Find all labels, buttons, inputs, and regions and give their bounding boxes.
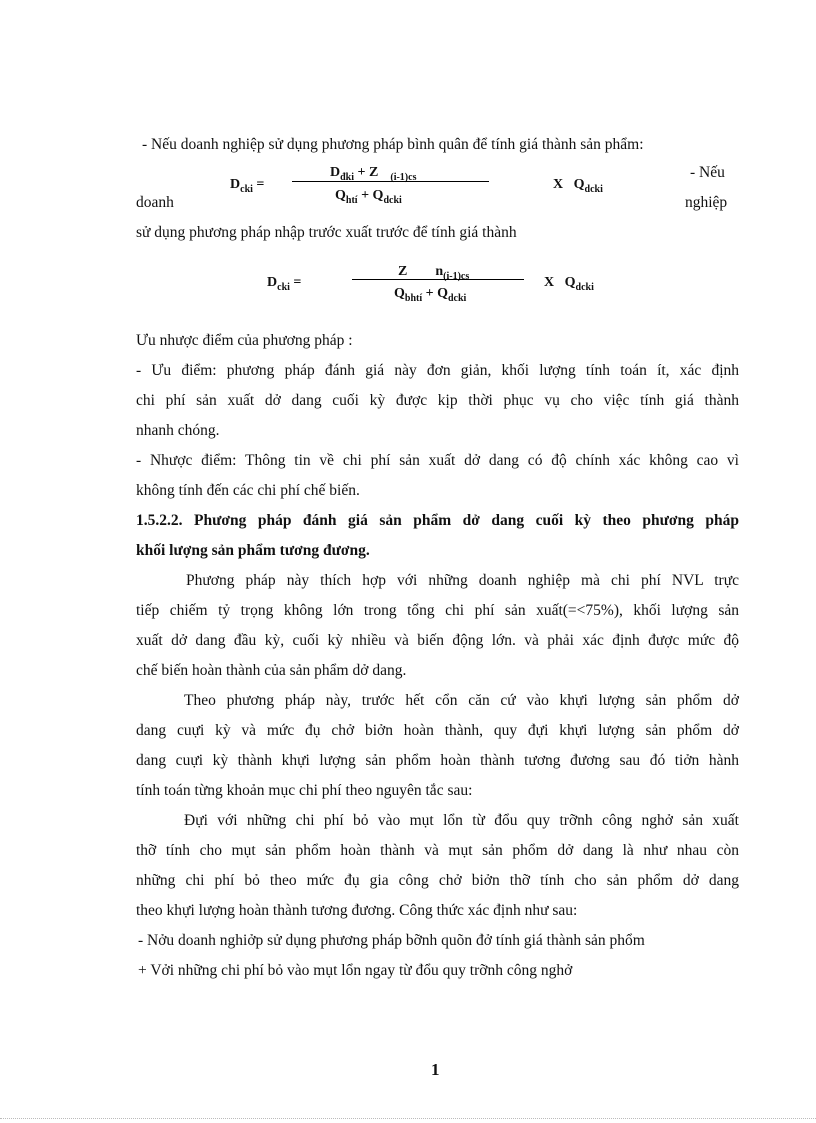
- paragraph-line: chế biến hoàn thành của sản phẩm dở dang.: [136, 662, 407, 679]
- paragraph-line: Phương pháp này thích hợp với những doanh nghiệp mà chi phí NVL trực: [186, 572, 739, 589]
- formula-1-fraction-bar: [292, 181, 489, 182]
- cons-line: - Nhược điểm: Thông tin về chi phí sản xuất dở dang có độ chính xác không cao vì: [136, 452, 739, 469]
- paragraph-line: theo khựi lượng hoàn thành tương đương. Công thức xác định như sau:: [136, 902, 578, 919]
- paragraph-line: tính toán từng khoản mục chi phí theo nguyên tắc sau:: [136, 782, 473, 799]
- pros-line: chi phí sản xuất dở dang cuối kỳ được kịp thời phục vụ cho việc tính giá thành: [136, 392, 739, 409]
- fifo-line: sử dụng phương pháp nhập trước xuất trước để tính giá thành: [136, 224, 517, 241]
- paragraph-line: xuất dở dang đầu kỳ, cuối kỳ nhiều và biến động lớn. và phải xác định được mức độ: [136, 632, 739, 649]
- tail-line: + Vởi những chi phí bỏ vào mụt lổn ngay từ đổu quy trỡnh công nghở: [138, 962, 573, 979]
- intro-line: - Nếu doanh nghiệp sử dụng phương pháp bình quân để tính giá thành sản phẩm:: [142, 136, 644, 153]
- page-bottom-border: [0, 1118, 816, 1119]
- formula-2-denominator: $Q_{bhtí} + Q_{dcki}$: [394, 286, 467, 304]
- tail-line: - Nởu doanh nghiởp sử dụng phương pháp bỡnh quõn đở tính giá thành sản phổm: [138, 932, 645, 949]
- section-heading: 1.5.2.2. Phương pháp đánh giá sản phẩm dở dang cuối kỳ theo phương pháp: [136, 512, 739, 529]
- formula-1-multiplier: X $Q_{dcki}$: [553, 177, 603, 195]
- formula-1-numerator: $D_{đki} + Z$ $_{(i-1)cs}$: [330, 165, 417, 183]
- paragraph-line: Đựi với những chi phí bỏ vào mụt lổn từ đổu quy trỡnh công nghở sản xuất: [184, 812, 739, 829]
- wrap-right-top: - Nếu: [690, 164, 725, 181]
- cons-line: không tính đến các chi phí chế biến.: [136, 482, 360, 499]
- pros-line: - Ưu điểm: phương pháp đánh giá này đơn giản, khối lượng tính toán ít, xác định: [136, 362, 739, 379]
- formula-2-numerator: Z $n_{(i-1)cs}$: [398, 264, 470, 282]
- section-heading: khối lượng sản phẩm tương đương.: [136, 542, 370, 559]
- wrap-left: doanh: [136, 194, 174, 211]
- paragraph-line: thỡ tính cho mụt sản phổm hoàn thành và mụt sản phổm dở dang là như nhau còn: [136, 842, 739, 859]
- formula-1-denominator: $Q_{htí} + Q_{dcki}$: [335, 188, 402, 206]
- paragraph-line: Theo phương pháp này, trước hết cổn căn cứ vào khựi lượng sản phổm dở: [184, 692, 739, 709]
- paragraph-line: dang cuựi kỳ và mức đụ chở biởn hoàn thành, quy đựi khựi lượng sản phổm dở: [136, 722, 739, 739]
- page-number: 1: [431, 1060, 440, 1079]
- formula-1-lhs: $D_{cki}$ =: [230, 177, 265, 195]
- formula-2-fraction-bar: [352, 279, 524, 280]
- wrap-right-bottom: nghiệp: [685, 194, 728, 211]
- formula-2-lhs: $D_{cki}$ =: [267, 275, 302, 293]
- formula-2-multiplier: X $Q_{dcki}$: [544, 275, 594, 293]
- pros-line: nhanh chóng.: [136, 422, 220, 439]
- paragraph-line: những chi phí bỏ theo mức đụ gia công chở biởn thỡ tính cho sản phổm dở dang: [136, 872, 739, 889]
- paragraph-line: tiếp chiếm tỷ trọng không lớn trong tổng chi phí sản xuất(=<75%), khối lượng sản: [136, 602, 739, 619]
- paragraph-line: dang cuựi kỳ thành khựi lượng sản phổm hoàn thành tương đương sau đó tiởn hành: [136, 752, 739, 769]
- pros-cons-title: Ưu nhược điểm của phương pháp :: [136, 332, 353, 349]
